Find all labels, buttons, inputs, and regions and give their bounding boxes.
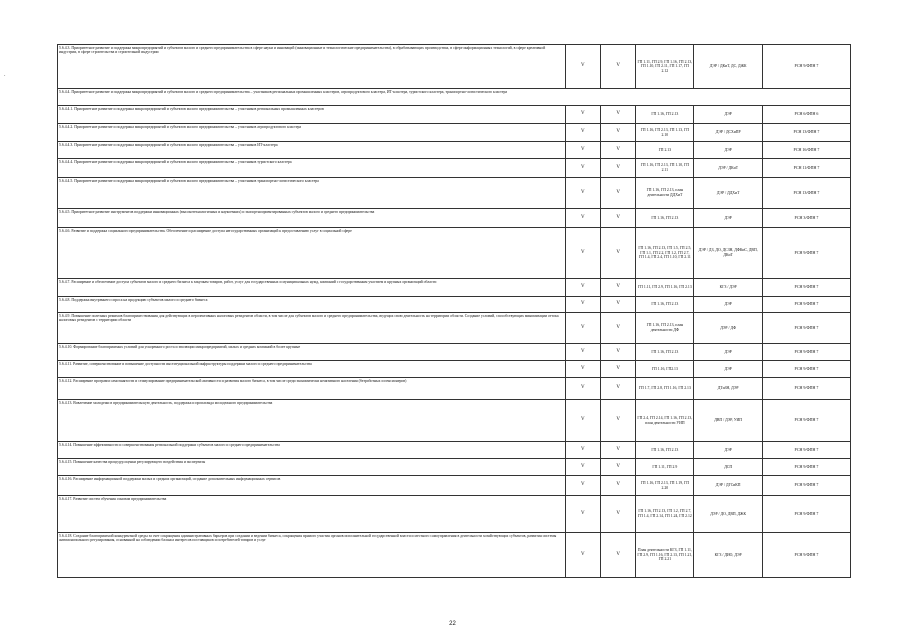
program-codes-cell: ГП 1.11, ГП 2.9, ГП 1.16, ГП 2.13, ГП 1.10, ГП 2.11, ГП 1.17, ГП 2.12 [636,45,694,89]
mark-cell: V [600,400,635,442]
measure-text-cell: 5.6.4.17. Развитие систем обучения основам предпринимательства [58,496,566,533]
mark-cell: V [565,124,600,142]
mark-cell: V [565,297,600,313]
responsible-dept-cell: КГЗ / ДЭР [694,279,763,297]
mark-cell: V [600,442,635,459]
rsn-code-cell: РСН 11/ФПН 7 [762,159,850,178]
program-codes-cell: ГП 1.16, ГП2.13 [636,361,694,378]
program-codes-cell: ГП 2.4, ГП 2.14, ГП 1.16, ГП 2.13, план деятельности УИП [636,400,694,442]
program-codes-cell: ГП 1.16, ГП 2.13 [636,106,694,124]
responsible-dept-cell: ДЭР [694,344,763,361]
program-codes-cell: ГП 2.13 [636,142,694,159]
measure-text-cell: 5.6.4.9. Повышение полезных режимов благоприятствования для действующих в перспективных налоговых резидентов области, в том числе для субъектов малого и среднего предпринимательства, ведущих свою деятельность на территории области. Создание условий, способствующих минимизации оттока налоговых резидентов с территории области [58,313,566,344]
program-codes-cell: ГП 1.16, ГП 2.13 [636,297,694,313]
measure-text-cell: 5.6.4.8. Поддержка внутреннего спроса на продукцию субъектов малого и среднего бизнеса [58,297,566,313]
mark-cell: V [565,344,600,361]
program-codes-cell: ГП 1.16, ГП 2.13, ГП 1.19, ГП 2.20 [636,476,694,496]
table-row [58,89,851,106]
mark-cell: V [565,178,600,209]
mark-cell: V [600,228,635,279]
responsible-dept-cell: ДЭР [694,361,763,378]
table-row [58,159,851,178]
mark-cell: V [565,313,600,344]
mark-cell: V [600,159,635,178]
responsible-dept-cell: ДЭР / ДО, ДВП, ДЖК [694,496,763,533]
mark-cell: V [565,45,600,89]
rsn-code-cell: РСН 9/ФПН 7 [762,45,850,89]
program-codes-cell: ГП 1.16, ГП 2.13, ГП 1.13, ГП 2.10 [636,124,694,142]
responsible-dept-cell: ДЭР / ДФ [694,313,763,344]
measure-text-cell: 5.6.4.15. Повышение качества процедур оценки регулирующего воздействия и экспертизы [58,459,566,476]
table-row [58,442,851,459]
table-row [58,459,851,476]
table-row [58,45,851,89]
mark-cell: V [565,533,600,578]
table-row [58,279,851,297]
table-row [58,361,851,378]
program-codes-cell: План деятельности КГЗ, ГП 1.11, ГП 2.9, ГП 1.16, ГП 2.13, ГП 1.21, ГП 2.21 [636,533,694,578]
responsible-dept-cell: ДЭР [694,142,763,159]
measure-text-cell: 5.6.4.4.1. Приоритетное развитие и поддержка микропредприятий и субъектов малого предпринимательства – участников региональных промышленных кластеров [58,106,566,124]
measure-text-cell: 5.6.4.10. Формирование благоприятных условий для ускоренного роста и эволюции микропредприятий, малых и средних компаний в более крупные [58,344,566,361]
measure-text-cell: 5.6.4.4.5. Приоритетное развитие и поддержка микропредприятий и субъектов малого предпринимательства – участников транспортно-логистического кластера [58,178,566,209]
rsn-code-cell: РСН 9/ФПН 7 [762,297,850,313]
measure-text-cell: 5.6.4.5. Приоритетное развитие инструментов поддержки инновационных (высокотехнологичных и наукоемких) и экспортноориентированных субъектов малого и среднего предпринимательства [58,209,566,228]
mark-cell: V [565,496,600,533]
mark-cell: V [600,533,635,578]
responsible-dept-cell: КГЗ / ДИО, ДЭР [694,533,763,578]
measure-text-cell: 5.6.4.4.2. Приоритетное развитие и поддержка микропредприятий и субъектов малого предпринимательства – участников агропродуктового кластера [58,124,566,142]
table-row [58,496,851,533]
responsible-dept-cell: ДСП [694,459,763,476]
program-codes-cell: ГП 1.16, ГП 2.13 [636,344,694,361]
rsn-code-cell: РСН 3/ФПН 7 [762,209,850,228]
rsn-code-cell: РСН 9/ФПН 7 [762,361,850,378]
rsn-code-cell: РСН 9/ФПН 7 [762,313,850,344]
measure-text-cell: 5.6.4.4.4. Приоритетное развитие и поддержка микропредприятий и субъектов малого предпринимательства – участников туристского кластера [58,159,566,178]
table-row [58,106,851,124]
measure-text-cell: 5.6.4.4.3. Приоритетное развитие и поддержка микропредприятий и субъектов малого предпринимательства – участников ИТ-кластера [58,142,566,159]
responsible-dept-cell: ДЭР / ДЗ, ДО, ДСЗН, ДФКиС, ДВП, ДКиТ [694,228,763,279]
responsible-dept-cell: ДЭР / ДГСиКП [694,476,763,496]
measure-text-cell: 5.6.4.16. Расширение информационной поддержки малых и средних организаций, создание дополнительных информационных сервисов [58,476,566,496]
rsn-code-cell: РСН 9/ФПН 7 [762,496,850,533]
rsn-code-cell: РСН 9/ФПН 7 [762,442,850,459]
mark-cell: V [600,209,635,228]
program-codes-cell: ГП 1.16, ГП 2.13 [636,442,694,459]
table-row [58,476,851,496]
rsn-code-cell: РСН 9/ФПН 7 [762,344,850,361]
mark-cell: V [600,344,635,361]
mark-cell: V [600,106,635,124]
measure-text-cell: 5.6.4.14. Повышение эффективности и совершенствования региональной поддержки субъектов малого и среднего предпринимательства [58,442,566,459]
mark-cell: V [565,361,600,378]
program-codes-cell: ГП 1.16, ГП 2.13, ГП 1.10, ГП 2.11 [636,159,694,178]
measure-text-cell: 5.6.4.6. Развитие и поддержка социального предпринимательства. Обеспечение и расширение доступа негосударственных организаций к предоставлению услуг в социальной сфере [58,228,566,279]
mark-cell: V [600,297,635,313]
responsible-dept-cell: ДЭР / ДСХиПР [694,124,763,142]
mark-cell: V [565,142,600,159]
mark-cell: V [600,45,635,89]
table-row [58,209,851,228]
responsible-dept-cell: ДЭР [694,442,763,459]
table-row [58,313,851,344]
mark-cell: V [565,476,600,496]
rsn-code-cell: РСН 9/ФПН 7 [762,476,850,496]
mark-cell: V [600,361,635,378]
program-codes-cell: ГП 1.16, ГП 2.13, план деятельности ДФ [636,313,694,344]
measure-text-cell: 5.6.4.18. Создание благоприятной конкурентной среды за счет сокращения административных барьеров при создании и ведении бизнеса, сокращения прямого участия органов исполнительной государственной власти и местного самоуправления в деятельности хозяйствующих субъектов, развития системы антимонопольного регулирования, основанной на соблюдении баланса интересов поставщиков и потребителей товаров и услуг [58,533,566,578]
table-row [58,142,851,159]
program-codes-cell: ГП 1.7, ГП 2.8, ГП 1.16, ГП 2.13 [636,378,694,400]
rsn-code-cell: РСН 6/ФПН 6 [762,106,850,124]
mark-cell: V [600,459,635,476]
mark-cell: V [565,400,600,442]
responsible-dept-cell: ДЭР / ДКиТ [694,159,763,178]
table-row [58,344,851,361]
responsible-dept-cell: ДТиЗН, ДЭР [694,378,763,400]
responsible-dept-cell: ДЭР [694,297,763,313]
mark-cell: V [600,142,635,159]
mark-cell: V [565,442,600,459]
table-row [58,228,851,279]
mark-cell: V [600,378,635,400]
rsn-code-cell: РСН 16/ФПН 7 [762,142,850,159]
table-row [58,124,851,142]
mark-cell: V [565,159,600,178]
mark-cell: V [600,496,635,533]
mark-cell: V [565,209,600,228]
responsible-dept-cell: ДЭР / ДДХиТ [694,178,763,209]
rsn-code-cell: РСН 13/ФПН 7 [762,178,850,209]
mark-cell: V [600,476,635,496]
rsn-code-cell: РСН 9/ФПН 7 [762,279,850,297]
measure-text-cell: 5.6.4.4. Приоритетное развитие и поддержка микропредприятий и субъектов малого и среднего предпринимательства – участников региональных промышленных кластеров, агропродуктового кластера, ИТ-кластера, туристского кластера, транспортно-логистического кластера [58,89,851,106]
mark-cell: V [600,178,635,209]
table-row [58,178,851,209]
table-row [58,378,851,400]
mark-cell: V [565,378,600,400]
mark-cell: V [600,279,635,297]
rsn-code-cell: РСН 13/ФПН 7 [762,124,850,142]
mark-cell: V [565,228,600,279]
program-codes-cell: ГП 1.11, ГП 2.9 [636,459,694,476]
rsn-code-cell: РСН 9/ФПН 7 [762,459,850,476]
measure-text-cell: 5.6.4.7. Расширение и обеспечение доступа субъектов малого и среднего бизнеса к закупкам товаров, работ, услуг для государственных и муниципальных нужд, компаний с государственным участием и крупных организаций области [58,279,566,297]
responsible-dept-cell: ДЭР [694,106,763,124]
rsn-code-cell: РСН 9/ФПН 7 [762,228,850,279]
mark-cell: V [600,124,635,142]
responsible-dept-cell: ДВП / ДЭР, УИП [694,400,763,442]
table-row [58,533,851,578]
measure-text-cell: 5.6.4.13. Вовлечение молодежи в предпринимательскую деятельность, поддержка и пропаганда молодежного предпринимательства [58,400,566,442]
mark-cell: V [565,279,600,297]
measure-text-cell: 5.6.4.3. Приоритетное развитие и поддержка микропредприятий и субъектов малого и среднего предпринимательства в сфере науки и инноваций (инновационные и технологические предпринимательства), в обрабатывающих производствах, в сфере информационных технологий, в сфере креативной индустрии, в сфере строительства и строительной индустрии [58,45,566,89]
program-codes-cell: ГП 1.16, ГП 2.13, ГП 1.2, ГП 2.7, ГП 1.4, ГП 2.14, ГП 1.24, ГП 2.12 [636,496,694,533]
responsible-dept-cell: ДЭР [694,209,763,228]
program-codes-cell: ГП 1.16, ГП 2.13, ГП 1.5, ГП 2.5, ГП 1.1, ГП 2.2, ГП 1.2, ГП 2.7, ГП 1.4, ГП 2.4, ГП 1.10, ГП 2.11 [636,228,694,279]
table-row [58,297,851,313]
measure-text-cell: 5.6.4.11. Развитие, совершенствование и повышение доступности институциональной инфраструктуры поддержки малого и среднего предпринимательства [58,361,566,378]
margin-mark: . [4,72,6,78]
program-codes-cell: ГП 1.16, ГП 2.13, план деятельности ДДХиТ [636,178,694,209]
responsible-dept-cell: ДЭР / ДКиТ, ДС, ДЖК [694,45,763,89]
rsn-code-cell: РСН 9/ФПН 7 [762,533,850,578]
page-number: 22 [449,621,456,627]
program-codes-cell: ГП 1.11, ГП 2.9, ГП 1.16, ГП 2.13 [636,279,694,297]
mark-cell: V [600,313,635,344]
strategy-measures-table [57,44,851,578]
rsn-code-cell: РСН 9/ФПН 7 [762,400,850,442]
mark-cell: V [565,106,600,124]
mark-cell: V [565,459,600,476]
table-row [58,400,851,442]
measure-text-cell: 5.6.4.12. Расширение программ самозанятости и стимулирование предпринимательской активности и развития малого бизнеса, в том числе среди экономически неактивного населения (безработных и пенсионеров) [58,378,566,400]
program-codes-cell: ГП 1.16, ГП 2.13 [636,209,694,228]
rsn-code-cell: РСН 9/ФПН 7 [762,378,850,400]
